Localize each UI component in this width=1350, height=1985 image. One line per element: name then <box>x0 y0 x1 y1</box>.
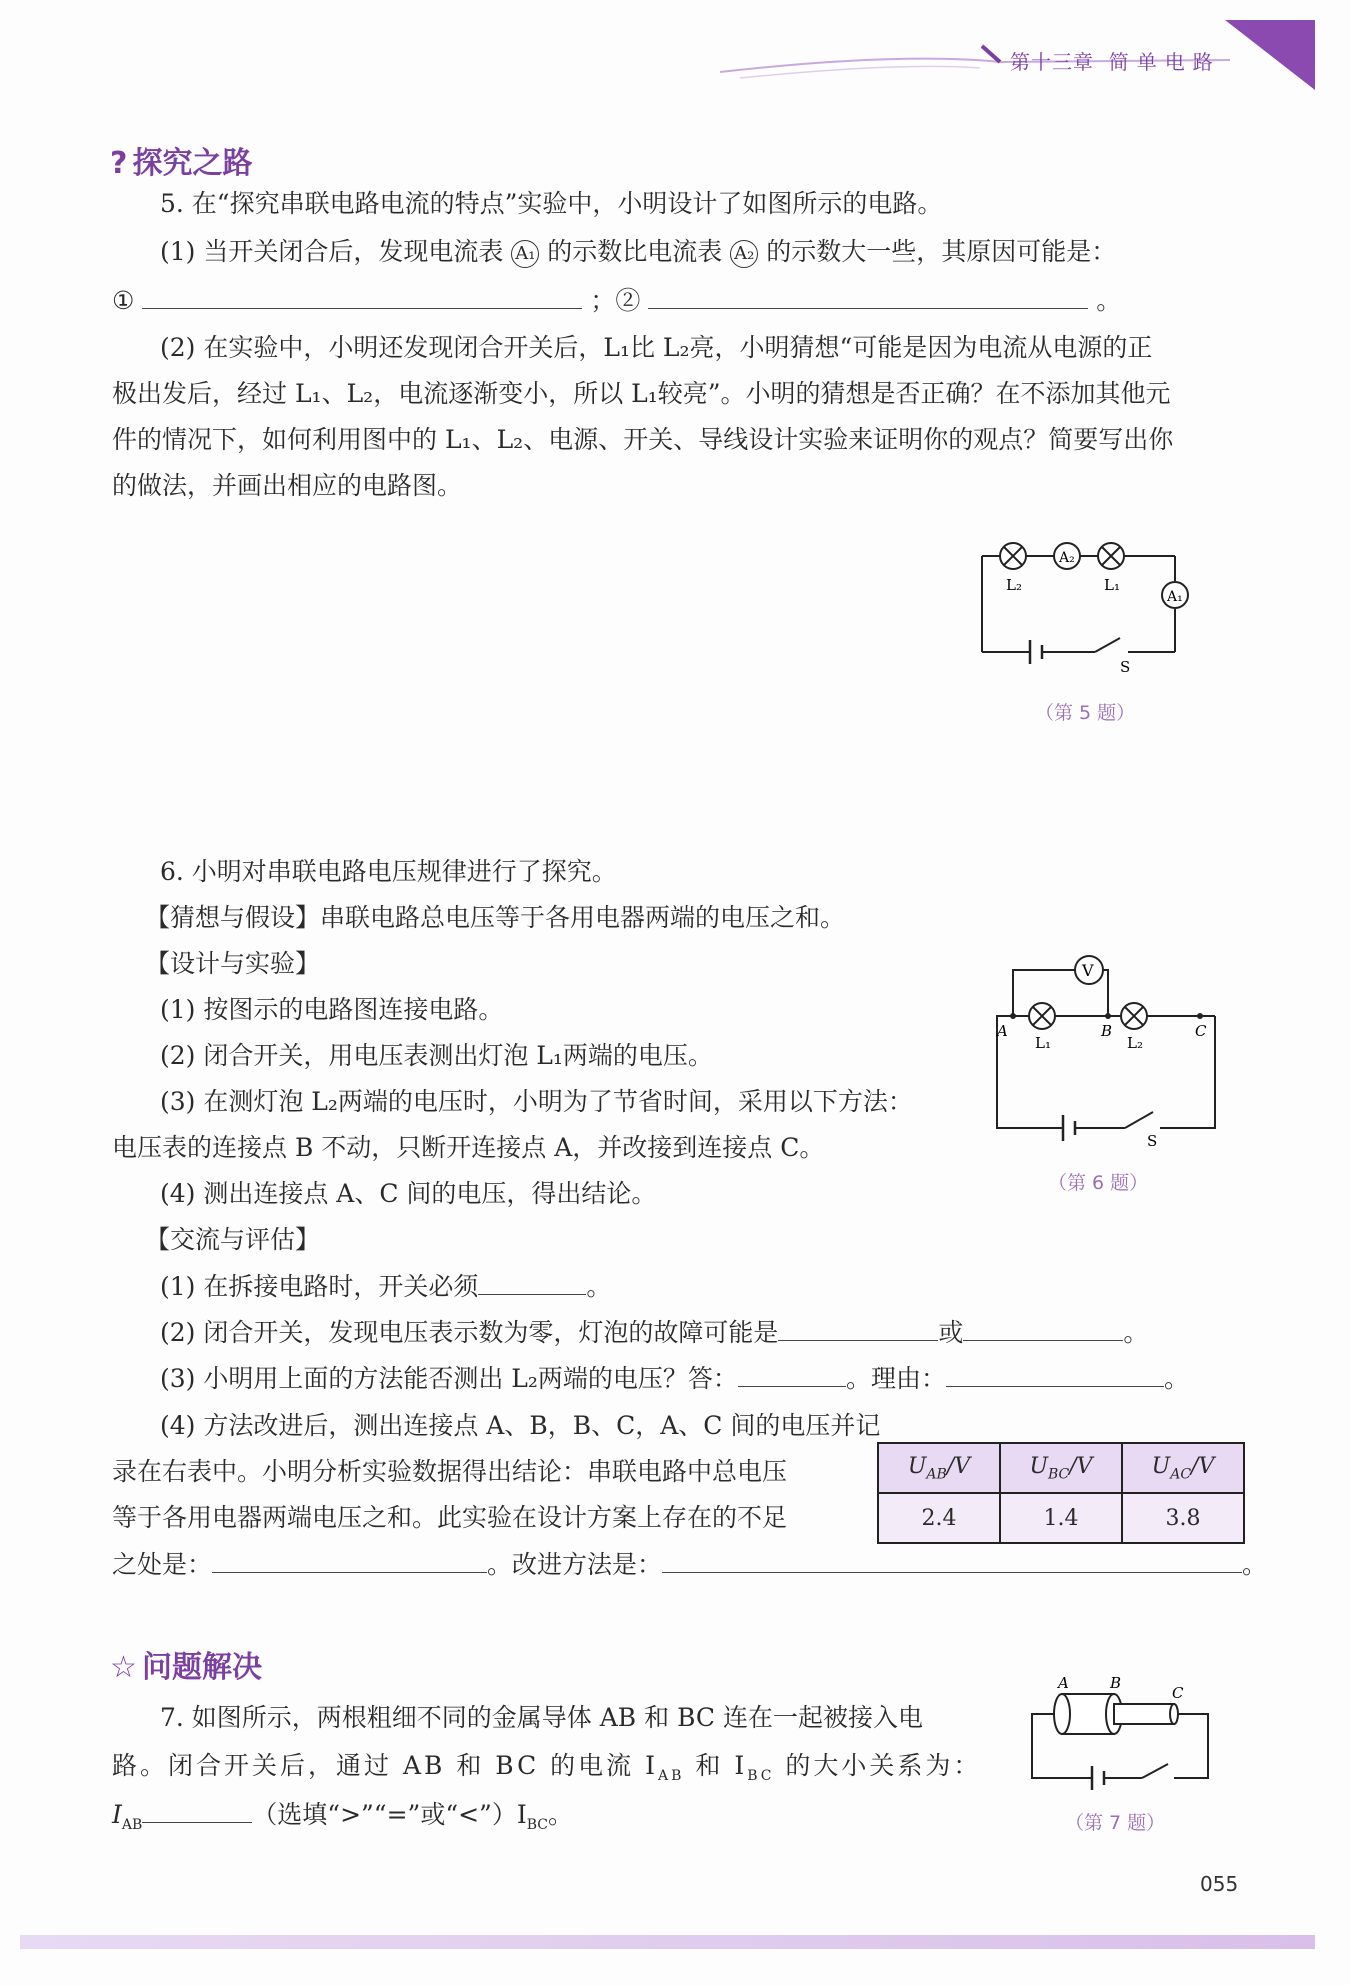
figure-6-caption: （第 6 题） <box>1048 1172 1149 1194</box>
figure-7-circuit <box>1022 1672 1222 1792</box>
q6-e3-end: 。 <box>1163 1364 1189 1393</box>
q7-iab: I <box>112 1800 122 1829</box>
fig7-label-a: A <box>1058 1674 1069 1692</box>
q5-num1: ① <box>112 286 135 315</box>
q6-e3-reason: 。理由： <box>845 1364 946 1393</box>
q6-d4: (4) 测出连接点 A、C 间的电压，得出结论。 <box>160 1179 657 1208</box>
fig7-label-c: C <box>1172 1684 1184 1702</box>
q6-e4-blank-2[interactable] <box>662 1546 1242 1573</box>
lamp-l2-icon <box>1000 543 1026 569</box>
q6-design-heading: 【设计与实验】 <box>145 949 321 978</box>
q6-e3-blank-2[interactable] <box>946 1360 1164 1387</box>
page-number: 055 <box>1200 1872 1239 1896</box>
q6-e4-end: 。 <box>1242 1550 1268 1579</box>
fig5-label-l1: L₁ <box>1104 576 1120 594</box>
fig5-label-a2: A₂ <box>1059 550 1075 566</box>
q7-sub-ab: AB <box>658 1768 685 1784</box>
fig6-label-v: V <box>1082 961 1094 980</box>
q6-hypothesis: 【猜想与假设】串联电路总电压等于各用电器两端的电压之和。 <box>145 903 846 932</box>
table-value-ubc: 1.4 <box>1000 1493 1122 1543</box>
table-header-uac: $U_{AC}/V$ <box>1122 1443 1244 1493</box>
fig5-label-l2: L₂ <box>1006 576 1022 594</box>
q6-d3a: (3) 在测灯泡 L₂两端的电压时，小明为了节省时间，采用以下方法： <box>160 1087 913 1116</box>
q5-p1-text-a: (1) 当开关闭合后，发现电流表 <box>160 237 504 266</box>
q7-sub-bc: BC <box>747 1768 775 1784</box>
q6-eval-heading: 【交流与评估】 <box>145 1225 321 1254</box>
q5-p2-line3: 件的情况下，如何利用图中的 L₁、L₂、电源、开关、导线设计实验来证明你的观点？简要写出你 <box>112 425 1174 454</box>
q6-e4-improve: 。改进方法是： <box>487 1550 663 1579</box>
voltage-table <box>877 1442 1245 1544</box>
section-explore <box>110 138 253 182</box>
table-value-uac: 3.8 <box>1122 1493 1244 1543</box>
q6-d2: (2) 闭合开关，用电压表测出灯泡 L₁两端的电压。 <box>160 1041 713 1070</box>
q6-e2-end: 。 <box>1123 1318 1149 1347</box>
q5-end: 。 <box>1096 286 1122 315</box>
q6-d1: (1) 按图示的电路图连接电路。 <box>160 995 504 1024</box>
table-value-uab: 2.4 <box>878 1493 1000 1543</box>
q5-answer-line <box>112 282 1121 319</box>
q6-e4-line4 <box>112 1546 1267 1583</box>
lamp-l1-icon <box>1029 1003 1055 1029</box>
q7-blank[interactable] <box>142 1796 252 1823</box>
fig6-label-l1: L₁ <box>1035 1034 1051 1052</box>
q7-iab-sub: AB <box>121 1817 143 1833</box>
question-mark-icon: ? <box>110 146 128 181</box>
q6-e4-line2: 录在右表中。小明分析实验数据得出结论：串联电路中总电压 <box>112 1457 788 1486</box>
figure-6-circuit <box>985 948 1225 1148</box>
figure-7-caption: （第 7 题） <box>1065 1812 1166 1834</box>
chapter-title: 简单电路 <box>1108 50 1221 74</box>
q7-line2 <box>112 1748 981 1794</box>
bottom-bar <box>20 1935 1315 1949</box>
fig7-label-b: B <box>1110 1674 1122 1692</box>
q6-e1-blank[interactable] <box>478 1268 586 1295</box>
q7-line3 <box>112 1796 573 1843</box>
figure-5-circuit <box>970 530 1210 680</box>
q5-stem: 5. 在“探究串联电路电流的特点”实验中，小明设计了如图所示的电路。 <box>160 189 943 218</box>
lamp-l1-icon <box>1098 543 1124 569</box>
fig6-label-c: C <box>1195 1022 1207 1040</box>
fig6-label-b: B <box>1101 1022 1113 1040</box>
q7-end: 。 <box>547 1800 573 1829</box>
q7-l2-text: 路。闭合开关后，通过 AB 和 BC 的电流 I <box>112 1751 659 1780</box>
q7-ibc-sub: BC <box>526 1817 548 1833</box>
q6-e2-text: (2) 闭合开关，发现电压表示数为零，灯泡的故障可能是 <box>160 1318 779 1347</box>
section-solve-title: 问题解决 <box>142 1650 262 1685</box>
q6-e2-blank-2[interactable] <box>963 1314 1123 1341</box>
q5-p1-text-c: 的示数大一些，其原因可能是： <box>766 237 1117 266</box>
q5-sep: ；② <box>590 286 641 315</box>
ammeter-a1-icon: A₁ <box>511 240 539 268</box>
q5-part1 <box>160 234 1116 270</box>
q6-e1 <box>160 1268 611 1305</box>
section-solve <box>110 1642 262 1686</box>
chapter-header <box>1010 46 1221 75</box>
table-header-uab: $U_{AB}/V$ <box>878 1443 1000 1493</box>
q6-e4-blank-1[interactable] <box>212 1546 487 1573</box>
q6-stem: 6. 小明对串联电路电压规律进行了探究。 <box>160 857 617 886</box>
q6-e4-line3: 等于各用电器两端电压之和。此实验在设计方案上存在的不足 <box>112 1503 788 1532</box>
q6-e2 <box>160 1314 1148 1351</box>
fig6-label-l2: L₂ <box>1127 1034 1143 1052</box>
q6-e3-text: (3) 小明用上面的方法能否测出 L₂两端的电压？答： <box>160 1364 738 1393</box>
q5-p2-line1: (2) 在实验中，小明还发现闭合开关后，L₁比 L₂亮，小明猜想“可能是因为电流从电源的正 <box>160 333 1153 362</box>
lamp-l2-icon <box>1121 1003 1147 1029</box>
conductor-ab-icon <box>1054 1694 1122 1734</box>
q6-e3 <box>160 1360 1189 1397</box>
q5-p1-text-b: 的示数比电流表 <box>547 237 723 266</box>
q7-line1: 7. 如图所示，两根粗细不同的金属导体 AB 和 BC 连在一起被接入电 <box>160 1703 923 1732</box>
q7-choice: （选填“>”“=”或“<”）I <box>252 1800 527 1829</box>
figure-5-caption: （第 5 题） <box>1035 702 1136 724</box>
q6-e1-end: 。 <box>586 1272 612 1301</box>
q6-e3-blank-1[interactable] <box>738 1360 846 1387</box>
q7-l2-end: 的大小关系为： <box>774 1751 982 1780</box>
q6-e2-or: 或 <box>938 1318 964 1347</box>
conductor-bc-icon <box>1114 1704 1178 1724</box>
q6-e1-text: (1) 在拆接电路时，开关必须 <box>160 1272 479 1301</box>
q6-e4-shortcoming: 之处是： <box>112 1550 213 1579</box>
q6-d3b: 电压表的连接点 B 不动，只断开连接点 A，并改接到连接点 C。 <box>112 1133 825 1162</box>
chapter-number: 第十三章 <box>1010 50 1094 74</box>
ammeter-a2-icon: A₂ <box>730 240 758 268</box>
q6-e2-blank-1[interactable] <box>778 1314 938 1341</box>
q7-l2-mid: 和 I <box>684 1751 748 1780</box>
q5-blank-1[interactable] <box>142 282 582 309</box>
q6-e4-line1: (4) 方法改进后，测出连接点 A、B，B、C，A、C 间的电压并记 <box>160 1411 881 1440</box>
fig6-label-s: S <box>1147 1132 1158 1148</box>
table-header-ubc: $U_{BC}/V$ <box>1000 1443 1122 1493</box>
fig6-label-a: A <box>997 1022 1008 1040</box>
fig5-label-s: S <box>1120 658 1131 676</box>
q5-p2-line2: 极出发后，经过 L₁、L₂，电流逐渐变小，所以 L₁较亮”。小明的猜想是否正确？在不添加其他元 <box>112 379 1171 408</box>
q5-blank-2[interactable] <box>648 282 1088 309</box>
q5-p2-line4: 的做法，并画出相应的电路图。 <box>112 471 463 500</box>
star-icon: ☆ <box>110 1650 137 1685</box>
section-explore-title: 探究之路 <box>132 146 253 181</box>
fig5-label-a1: A₁ <box>1167 589 1183 605</box>
